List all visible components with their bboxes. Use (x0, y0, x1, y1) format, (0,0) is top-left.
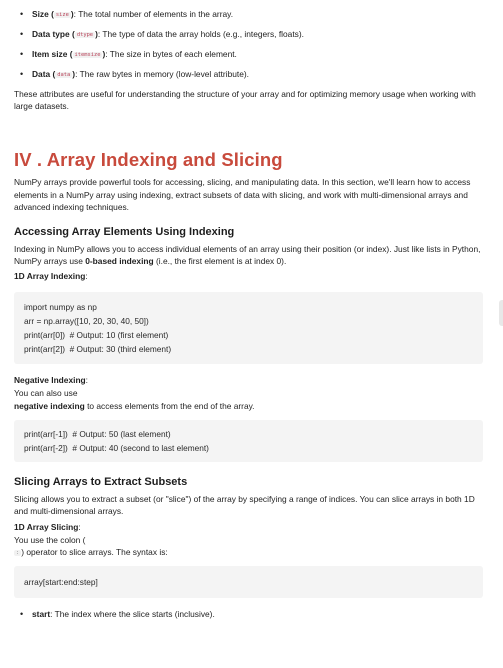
attribute-name: Data (32, 69, 51, 79)
negative-line-2: negative indexing to access elements from the end of the array. (14, 400, 255, 411)
indexing-heading: Accessing Array Elements Using Indexing (14, 225, 235, 238)
attribute-desc: The raw bytes in memory (low-level attribute). (79, 69, 249, 79)
attribute-desc: The total number of elements in the array. (78, 9, 234, 19)
scrollbar-thumb[interactable] (499, 300, 503, 326)
code-line: arr = np.array([10, 20, 30, 40, 50]) (24, 315, 149, 326)
slicing-heading: Slicing Arrays to Extract Subsets (14, 476, 188, 489)
attribute-desc: The type of data the array holds (e.g., integers, floats). (102, 29, 304, 39)
attribute-list (14, 8, 487, 80)
code-line: import numpy as np (24, 301, 97, 312)
slice-parameter-list (14, 608, 487, 620)
section-intro: NumPy arrays provide powerful tools for accessing, slicing, and manipulating data. In this section, we'll learn how to access elements in a NumPy array using indexing, extract subsets of data with slicing, and work with multi-dimensional arrays and advanced indexing techniques. (14, 177, 471, 212)
list-item: • Size ( size ): The total number of elements in the array. (14, 8, 487, 20)
zero-based-term: 0-based indexing (85, 256, 154, 267)
code-line: print(arr[-2]) # Output: 40 (second to last element) (24, 443, 209, 454)
attributes-note: These attributes are useful for understanding the structure of your array and for optimizing memory usage when working with large datasets. (14, 89, 476, 112)
list-item (14, 608, 487, 620)
label-negative-indexing: Negative Indexing: (14, 374, 88, 385)
param-term: start (32, 609, 51, 619)
indexing-text: Indexing in NumPy allows you to access individual elements of an array using their position (or index). Just like lists in Python, NumPy arrays use 0-based indexing (i.e., the first element is at index 0). (14, 243, 481, 267)
section-title: IV . Array Indexing and Slicing (14, 149, 283, 171)
code-line: array[start:end:step] (24, 577, 98, 587)
attribute-name: Item size (32, 49, 68, 59)
inline-code: itemsize (74, 52, 101, 58)
negative-line-1: You can also use (14, 387, 78, 398)
code-block-slice-syntax (14, 566, 483, 598)
attribute-name: Size (32, 9, 49, 19)
list-item: • Data type ( dtype ): The type of data the array holds (e.g., integers, floats). (14, 28, 487, 40)
operator-line: : ) operator to slice arrays. The syntax is: (16, 546, 168, 557)
slicing-text: Slicing allows you to extract a subset (or "slice") of the array by specifying a range of indices. You can slice arrays in both 1D and multi-dimensional arrays. (14, 494, 475, 517)
param-desc: : The index where the slice starts (inclusive). (50, 609, 215, 619)
attribute-desc: The size in bytes of each element. (109, 49, 237, 59)
inline-code: : (16, 549, 20, 556)
code-line: print(arr[2]) # Output: 30 (third element) (24, 343, 172, 354)
label-1d-slicing: 1D Array Slicing: (14, 522, 81, 533)
inline-code: size (55, 12, 69, 18)
inline-code: data (57, 72, 71, 78)
code-block-1d-indexing (14, 292, 483, 364)
code-line: print(arr[0]) # Output: 10 (first element) (24, 329, 169, 340)
use-colon-line: You use the colon ( (14, 534, 86, 545)
label-1d-indexing: 1D Array Indexing: (14, 271, 88, 282)
inline-code: dtype (76, 32, 94, 38)
attribute-name: Data type (32, 29, 70, 39)
list-item: • Item size ( itemsize ): The size in bytes of each element. (14, 48, 487, 60)
code-block-negative-indexing (14, 420, 483, 462)
list-item: • Data ( data ): The raw bytes in memory (low-level attribute). (14, 68, 487, 80)
code-line: print(arr[-1]) # Output: 50 (last element) (24, 429, 171, 440)
